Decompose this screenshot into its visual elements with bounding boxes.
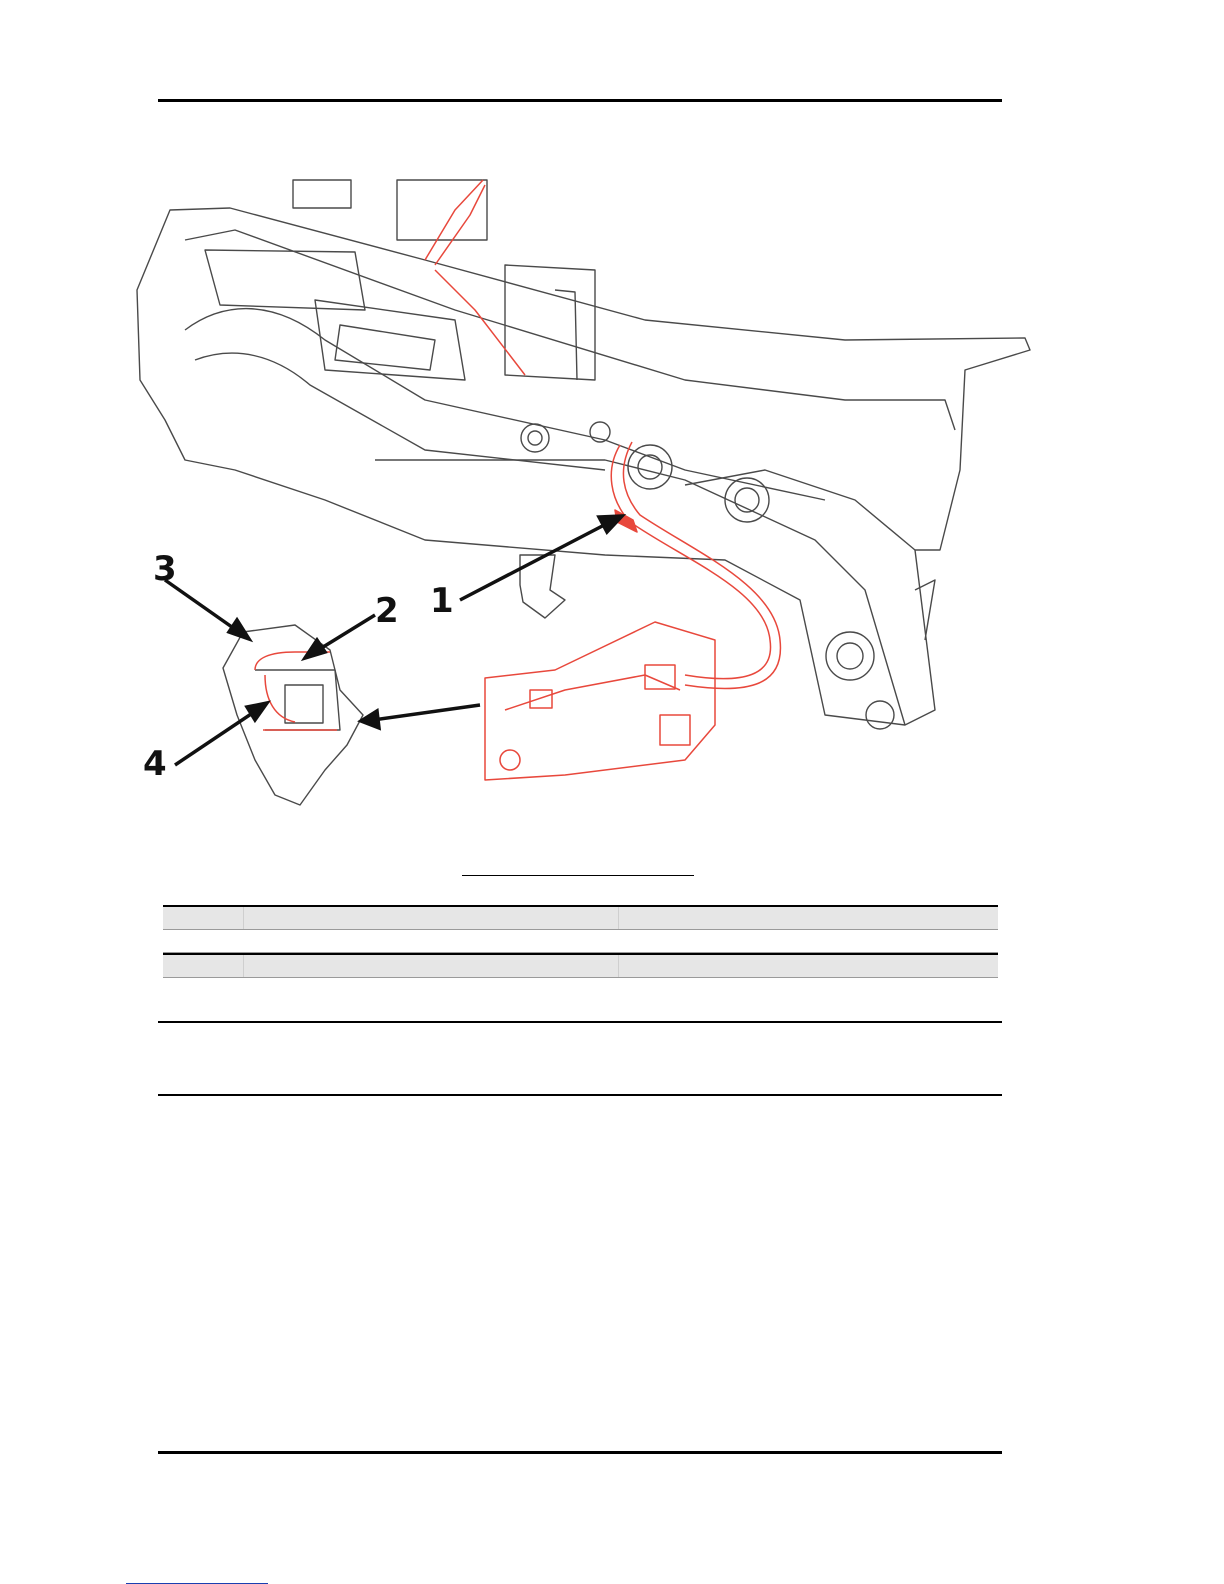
table-row <box>163 905 998 930</box>
callout-2: 2 <box>375 591 399 631</box>
spec-table <box>163 905 998 978</box>
section-rule <box>158 1021 1002 1023</box>
table-row <box>163 930 998 953</box>
footer-rule <box>158 1451 1002 1454</box>
figure-caption-underline <box>462 875 694 876</box>
chassis-wiring-illustration <box>125 170 1045 840</box>
callout-3: 3 <box>153 549 177 589</box>
header-rule <box>158 99 1002 102</box>
callout-4: 4 <box>143 744 167 784</box>
section-rule <box>158 1094 1002 1096</box>
callout-1: 1 <box>430 581 454 621</box>
table-row <box>163 953 998 978</box>
